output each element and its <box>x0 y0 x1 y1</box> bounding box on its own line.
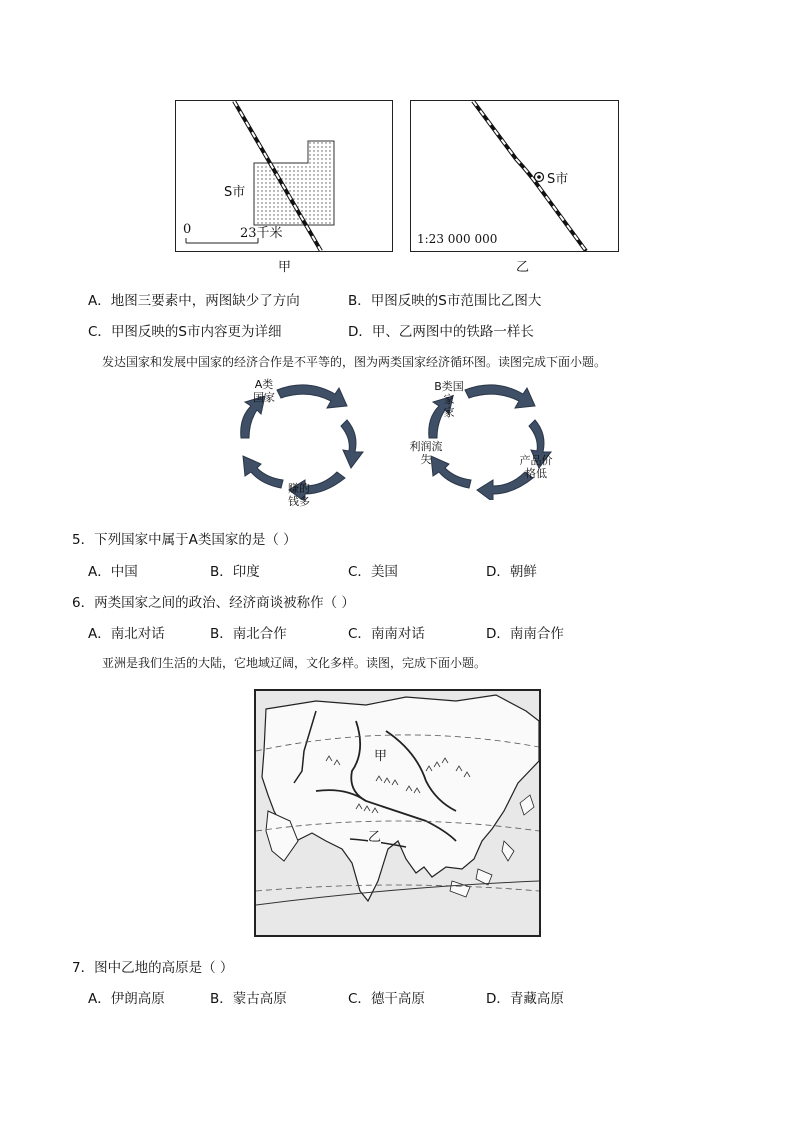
label-jia: 甲 <box>374 745 387 764</box>
q4-option-c: C．甲图反映的S市内容更为详细 <box>88 324 282 340</box>
map-jia <box>175 100 393 252</box>
q4-option-b: B．甲图反映的S市范围比乙图大 <box>348 293 542 309</box>
city-label: S市 <box>547 172 569 187</box>
q5-option-d: D．朝鲜 <box>486 564 537 580</box>
q5-stem: 5．下列国家中属于A类国家的是（ ） <box>72 532 297 548</box>
q6-option-b: B．南北合作 <box>210 626 287 642</box>
arrow-bottom-left <box>243 456 283 488</box>
cycle-diagram-b <box>403 372 553 500</box>
q7-option-d: D．青藏高原 <box>486 991 564 1007</box>
map-yi-caption: 乙 <box>516 260 530 275</box>
scale-text: 1:23 000 000 <box>417 232 498 246</box>
intro-cycle: 发达国家和发展中国家的经济合作是不平等的，图为两类国家经济循环图。读图完成下面小题。 <box>102 355 607 369</box>
cycle-b-label-top: B类国家 家 <box>434 380 464 419</box>
intro-asia: 亚洲是我们生活的大陆，它地域辽阔，文化多样。读图，完成下面小题。 <box>102 656 487 670</box>
q6-option-a: A．南北对话 <box>88 626 165 642</box>
cycle-b-label-right: 产品价 格低 <box>519 454 553 480</box>
q5-option-c: C．美国 <box>348 564 398 580</box>
q7-option-a: A．伊朗高原 <box>88 991 165 1007</box>
asia-map <box>254 689 541 937</box>
q4-option-d: D．甲、乙两图中的铁路一样长 <box>348 324 534 340</box>
cycle-a-label-bottom: 赚的 钱多 <box>288 482 310 508</box>
city-label: S市 <box>224 185 246 200</box>
arrow-top <box>465 385 535 408</box>
cycle-diagram-a <box>225 372 365 500</box>
q6-option-c: C．南南对话 <box>348 626 425 642</box>
scale-zero: 0 <box>183 222 192 237</box>
scale-value: 23千米 <box>240 226 283 241</box>
arrow-right <box>341 420 363 468</box>
q6-stem: 6．两类国家之间的政治、经济商谈被称作（ ） <box>72 595 355 611</box>
cycle-a-label-top: A类 国家 <box>253 378 275 404</box>
q5-option-b: B．印度 <box>210 564 260 580</box>
map-yi-drawing <box>411 101 618 251</box>
q5-option-a: A．中国 <box>88 564 138 580</box>
map-yi <box>410 100 619 252</box>
map-jia-caption: 甲 <box>278 260 292 275</box>
q7-stem: 7．图中乙地的高原是（ ） <box>72 960 234 976</box>
q6-option-d: D．南南合作 <box>486 626 564 642</box>
label-yi: 乙 <box>368 826 381 845</box>
q7-option-c: C．德干高原 <box>348 991 425 1007</box>
map-jia-drawing <box>176 101 392 251</box>
q4-option-a: A．地图三要素中，两图缺少了方向 <box>88 293 300 309</box>
arrow-top <box>277 385 347 408</box>
asia-map-drawing <box>256 691 539 935</box>
cycle-b-label-left: 利润流 失 <box>409 440 443 466</box>
q7-option-b: B．蒙古高原 <box>210 991 287 1007</box>
